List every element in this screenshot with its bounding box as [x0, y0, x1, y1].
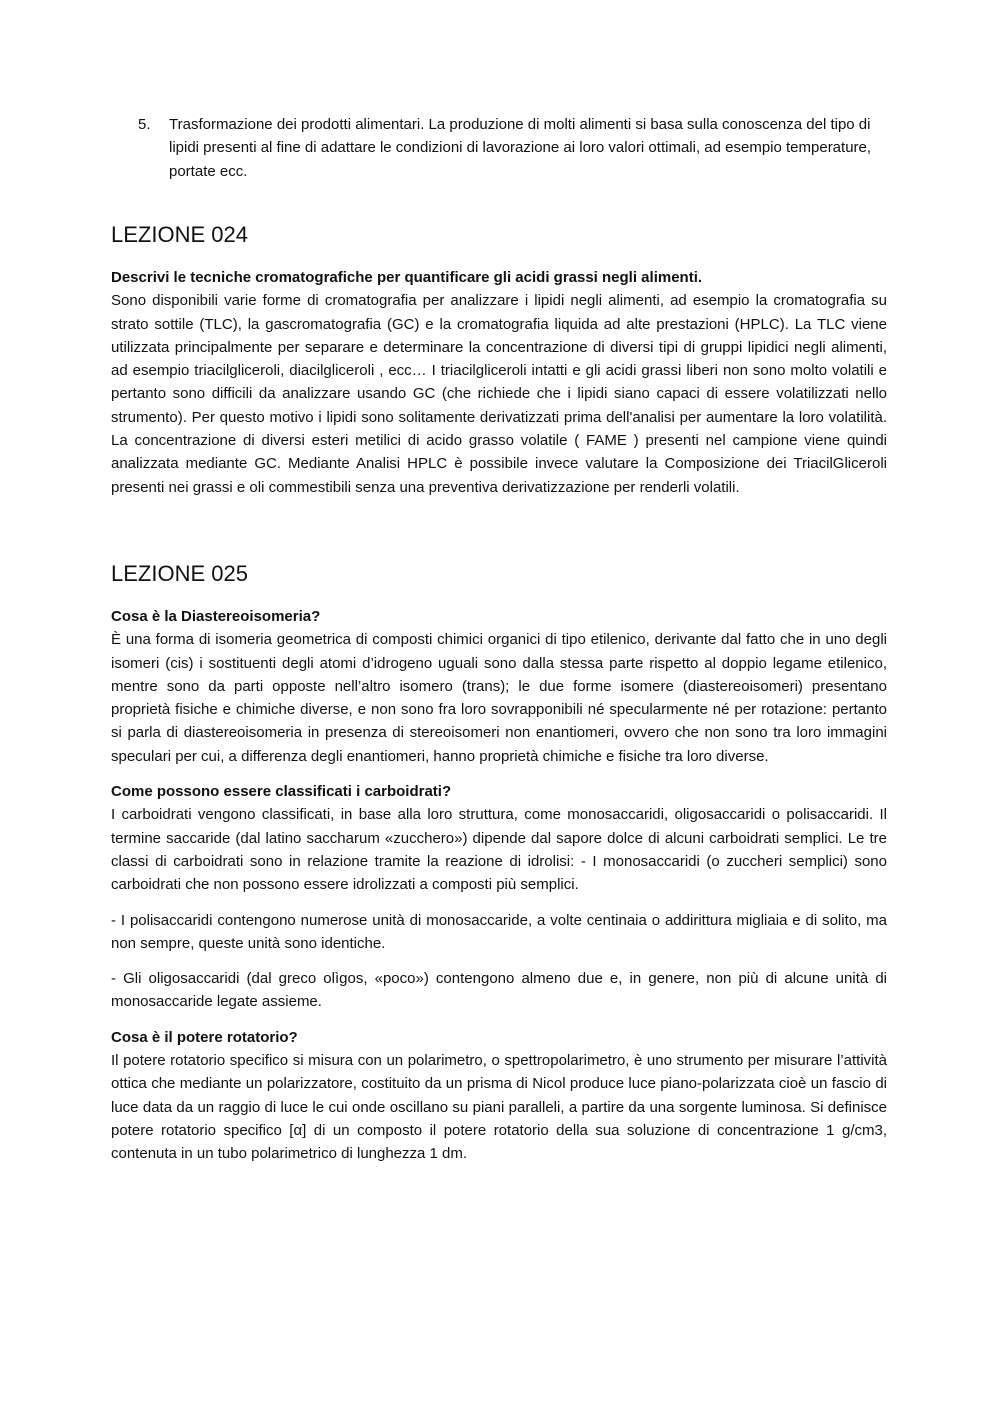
lesson-24-section	[111, 266, 887, 499]
question-title: Descrivi le tecniche cromatografiche per quantificare gli acidi grassi negli alimenti.	[111, 269, 703, 286]
answer-text: Il potere rotatorio specifico si misura con un polarimetro, o spettropolarimetro, è uno strumento per misurare l’attività ottica che mediante un polarizzatore, costituito da un prisma di Nicol produce luce piano-polarizzata cioè un fascio di luce data da un raggio di luce le cui onde oscillano su piani paralleli, a partire da una sorgente luminosa. Si definisce potere rotatorio specifico [α] di un composto il potere rotatorio della sua soluzione di concentrazione 1 g/cm3, contenuta in un tubo polarimetrico di lunghezza 1 dm.	[111, 1052, 887, 1163]
lesson-25-heading: LEZIONE 025	[111, 561, 248, 586]
lesson-24-heading: LEZIONE 024	[111, 222, 248, 247]
lesson-25-section	[111, 605, 887, 1166]
question-title: Cosa è la Diastereoisomeria?	[111, 608, 321, 625]
question-title: Cosa è il potere rotatorio?	[111, 1028, 298, 1046]
answer-point: - Gli oligosaccaridi (dal greco olìgos, «poco») contengono almeno due e, in genere, non più di alcune unità di monosaccaride legate assieme.	[111, 970, 887, 1011]
list-number: 5.	[138, 116, 151, 133]
answer-text: Sono disponibili varie forme di cromatografia per analizzare i lipidi negli alimenti, ad esempio la cromatografia su strato sottile (TLC), la gascromatografia (GC) e la cromatografia liquida ad alte prestazioni (HPLC). La TLC viene utilizzata principalmente per separare e determinare la concentrazione di diversi tipi di gruppi lipidici negli alimenti, ad esempio triacilgliceroli, diacilgliceroli , ecc… I triacilgliceroli intatti e gli acidi grassi liberi non sono molto volatili e pertanto sono difficili da analizzare usando GC (che richiede che i lipidi siano capaci di essere volatilizzati nello strumento). Per questo motivo i lipidi sono solitamente derivatizzati prima dell'analisi per aumentare la loro volatilità. La concentrazione di diversi esteri metilici di acido grasso volatile ( FAME ) presenti nel campione viene quindi analizzata mediante GC. Mediante Analisi HPLC è possibile invece valutare la Composizione dei TriacilGliceroli presenti nei grassi e oli commestibili senza una preventiva derivatizzazione per renderli volatili.	[111, 292, 887, 496]
answer-text: È una forma di isomeria geometrica di composti chimici organici di tipo etilenico, derivante dal fatto che in uno degli isomeri (cis) i sostituenti degli atomi d’idrogeno uguali sono dalla stessa parte rispetto al doppio legame etilenico, mentre sono da parti opposte nell’altro isomero (trans); le due forme isomere (diastereoisomeri) presentano proprietà fisiche e chimiche diverse, e non sono fra loro sovrapponibili né specularmente né per rotazione: pertanto si parla di diastereoisomeria in presenza di stereoisomeri non enantiomeri, ovvero che non sono tra loro immagini speculari per cui, a differenza degli enantiomeri, hanno proprietà chimiche e fisiche tra loro diverse.	[111, 631, 887, 765]
list-item-text: Trasformazione dei prodotti alimentari. La produzione di molti alimenti si basa sulla conoscenza del tipo di lipidi presenti al fine di adattare le condizioni di lavorazione ai loro valori ottimali, ad esempio temperature, portate ecc.	[169, 116, 872, 180]
question-title: Come possono essere classificati i carboidrati?	[111, 783, 452, 801]
numbered-list-item	[138, 113, 888, 183]
answer-text: I carboidrati vengono classificati, in base alla loro struttura, come monosaccaridi, oligosaccaridi o polisaccaridi. Il termine saccaride (dal latino saccharum «zucchero») dipende dal sapore dolce di alcuni carboidrati semplici. Le tre classi di carboidrati sono in relazione tramite la reazione di idrolisi: - I monosaccaridi (o zuccheri semplici) sono carboidrati che non possono essere idrolizzati a composti più semplici.	[111, 806, 887, 894]
answer-point: - I polisaccaridi contengono numerose unità di monosaccaride, a volte centinaia o addirittura migliaia e di solito, ma non sempre, queste unità sono identiche.	[111, 911, 887, 952]
